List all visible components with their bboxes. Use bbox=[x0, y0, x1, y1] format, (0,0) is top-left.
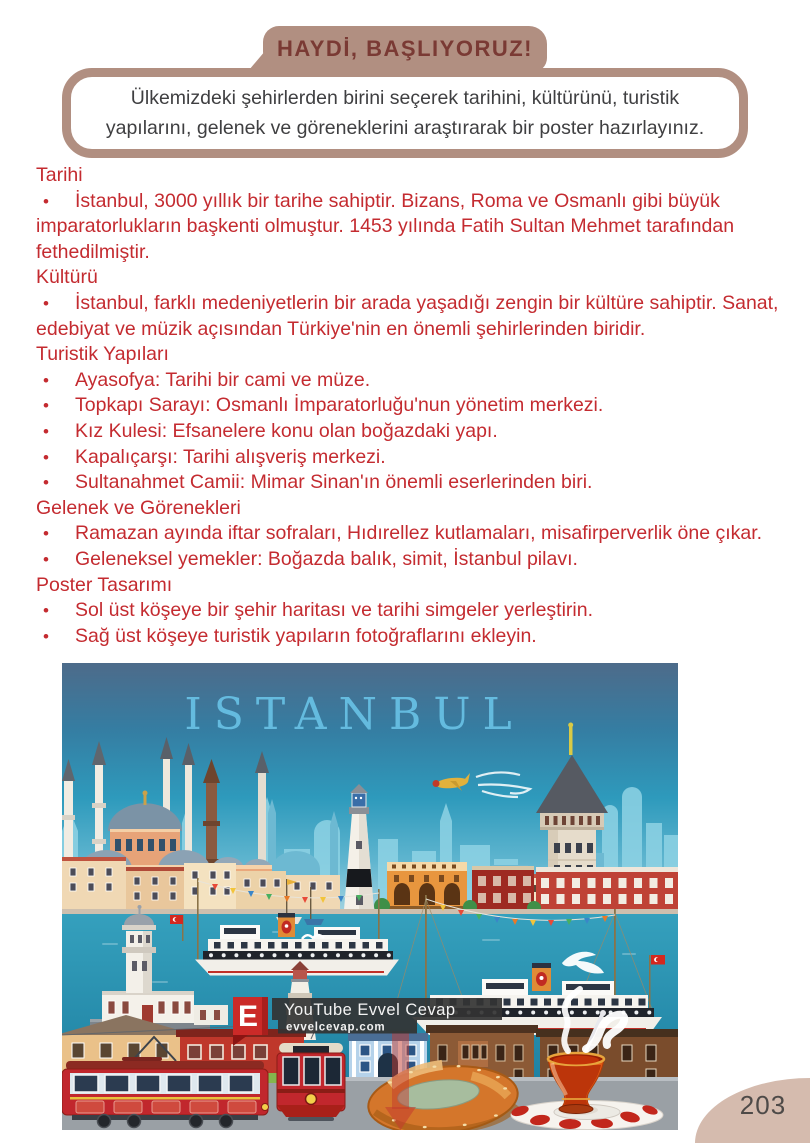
bullet-line bbox=[36, 419, 806, 445]
bullet-text: Sağ üst köşeye turistik yapıların fotoğraflarını ekleyin. bbox=[75, 624, 537, 647]
bullet-text: Sultanahmet Camii: Mimar Sinan'ın önemli eserlerinden biri. bbox=[75, 471, 593, 494]
bullet-text: Kız Kulesi: Efsanelere konu olan boğazdaki yapı. bbox=[75, 419, 498, 442]
bullet-line bbox=[36, 547, 806, 573]
bullet-text: Topkapı Sarayı: Osmanlı İmparatorluğu'nun yönetim merkezi. bbox=[75, 394, 604, 417]
bullet-marker: • bbox=[43, 549, 49, 569]
bullet-marker: • bbox=[43, 601, 49, 621]
bullet-line bbox=[36, 291, 806, 317]
bullet-marker: • bbox=[43, 370, 49, 390]
instruction-box bbox=[62, 68, 748, 158]
bullet-text: Geleneksel yemekler: Boğazda balık, simit, İstanbul pilavı. bbox=[75, 547, 578, 570]
instruction-line: Ülkemizdeki şehirlerden birini seçerek tarihini, kültürünü, turistik bbox=[130, 87, 680, 109]
istanbul-poster-image bbox=[62, 663, 678, 1130]
bullet-line bbox=[36, 598, 806, 624]
bullet-text: İstanbul, 3000 yıllık bir tarihe sahiptir. Bizans, Roma ve Osmanlı gibi büyük bbox=[75, 189, 720, 212]
bullet-line bbox=[36, 624, 806, 650]
content-blocks bbox=[36, 163, 806, 649]
bullet-marker: • bbox=[43, 473, 49, 493]
section-badge bbox=[263, 26, 547, 72]
bullet-text: Ayasofya: Tarihi bir cami ve müze. bbox=[75, 368, 371, 391]
badge-label: HAYDİ, BAŞLIYORUZ! bbox=[277, 36, 533, 61]
watermark-channel: YouTube Evvel Cevap bbox=[284, 1001, 456, 1019]
bullet-text: Sol üst köşeye bir şehir haritası ve tarihi simgeler yerleştirin. bbox=[75, 599, 594, 622]
watermark-logo-letter: E bbox=[237, 1000, 259, 1033]
bullet-marker: • bbox=[43, 396, 49, 416]
bullet-line: imparatorlukların başkenti olmuştur. 1453 yılında Fatih Sultan Mehmet tarafından bbox=[36, 215, 735, 238]
bullet-marker: • bbox=[43, 524, 49, 544]
section-heading: Gelenek ve Görenekleri bbox=[36, 496, 241, 519]
section-heading: Tarihi bbox=[36, 164, 83, 186]
bullet-text: Kapalıçarşı: Tarihi alışveriş merkezi. bbox=[75, 445, 386, 468]
instruction-line: yapılarını, gelenek ve göreneklerini araştırarak bir poster hazırlayınız. bbox=[105, 117, 705, 139]
bullet-line: edebiyat ve müzik açısından Türkiye'nin en önemli şehirlerinden biridir. bbox=[36, 317, 646, 340]
bullet-line: fethedilmiştir. bbox=[36, 240, 150, 263]
bullet-line bbox=[36, 445, 806, 471]
section-heading: Kültürü bbox=[36, 266, 98, 289]
section-heading: Turistik Yapıları bbox=[36, 343, 169, 366]
bullet-marker: • bbox=[43, 626, 49, 646]
bullet-line bbox=[36, 521, 806, 547]
bullet-marker: • bbox=[43, 447, 49, 467]
bullet-line bbox=[36, 189, 806, 215]
bullet-text: İstanbul, farklı medeniyetlerin bir arada yaşadığı zengin bir kültüre sahiptir. Sanat, bbox=[75, 291, 779, 314]
poster-title: ISTANBUL bbox=[184, 689, 524, 740]
bullet-marker: • bbox=[43, 421, 49, 441]
bullet-text: Ramazan ayında iftar sofraları, Hıdırellez kutlamaları, misafirperverlik öne çıkar. bbox=[75, 522, 763, 545]
bullet-line bbox=[36, 368, 806, 394]
bullet-marker: • bbox=[43, 293, 49, 313]
watermark-website: evvelcevap.com bbox=[286, 1021, 386, 1034]
bullet-marker: • bbox=[43, 191, 49, 211]
page-number: 203 bbox=[739, 1090, 787, 1120]
bullet-line bbox=[36, 470, 806, 496]
bullet-line bbox=[36, 393, 806, 419]
section-heading: Poster Tasarımı bbox=[36, 573, 173, 596]
